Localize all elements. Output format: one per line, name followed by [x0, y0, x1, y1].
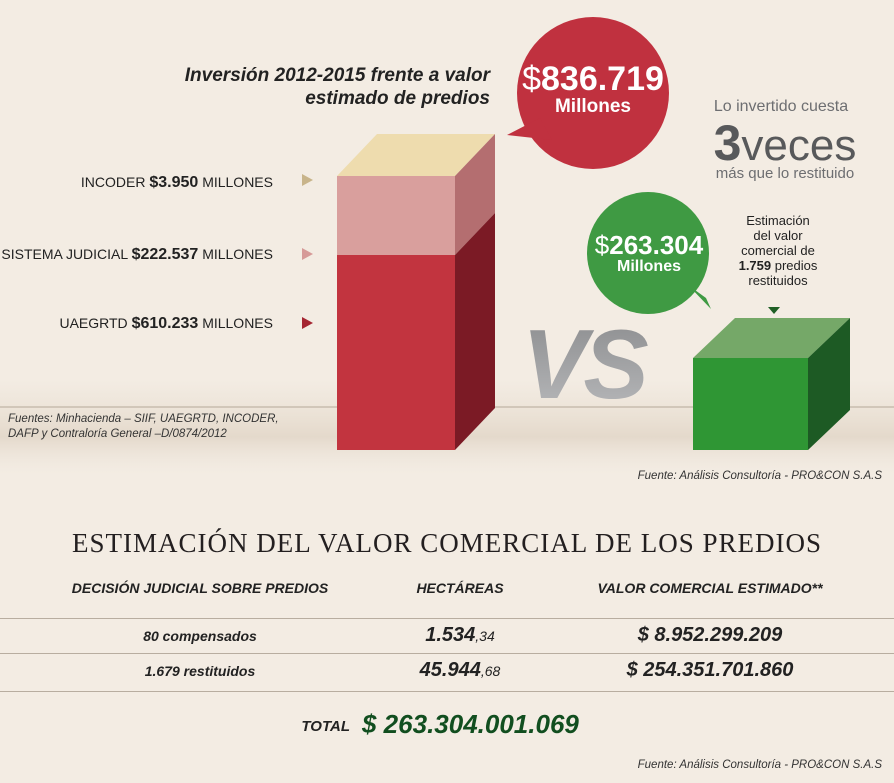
table-row-1-decision: 80 compensados — [143, 628, 257, 644]
table-row-1-hectareas: 1.534,34 — [425, 624, 495, 646]
vs-label: VS — [522, 309, 645, 419]
estimacion-note: Estimación del valor comercial de 1.759 predios restituidos — [738, 213, 818, 288]
table-title: ESTIMACIÓN DEL VALOR COMERCIAL DE LOS PREDIOS — [71, 528, 823, 558]
table-rule-middle — [0, 653, 894, 654]
table-row-2-hectareas: 45.944,68 — [419, 659, 501, 681]
bar-segment-incoder — [337, 176, 455, 255]
source-bottom: Fuente: Análisis Consultoría - PRO&CON S.A.S — [637, 759, 882, 771]
comparison-line3: más que lo restituido — [715, 165, 855, 182]
table-header-decision: DECISIÓN JUDICIAL SOBRE PREDIOS — [71, 580, 329, 596]
bar-segment-uaegrtd — [337, 255, 455, 450]
chart-title: Inversión 2012-2015 frente a valor estimado de predios — [184, 65, 490, 109]
legend-row-sistema-judicial: SISTEMA JUDICIAL $222.537 MILLONES — [1, 246, 273, 263]
table-row-2-decision: 1.679 restituidos — [144, 663, 256, 679]
table-total-label: TOTAL — [301, 718, 350, 735]
legend-row-uaegrtd: UAEGRTD $610.233 MILLONES — [59, 315, 273, 332]
table-rule-bottom — [0, 691, 894, 692]
table-header-valor: VALOR COMERCIAL ESTIMADO** — [597, 580, 823, 596]
bubble-value-tail — [688, 285, 711, 309]
legend-row-incoder: INCODER $3.950 MILLONES — [80, 174, 273, 191]
table-header-hectareas: HECTÁREAS — [416, 580, 504, 596]
table-row-2-valor: $ 254.351.701.860 — [626, 659, 794, 681]
green-cube-front — [693, 358, 808, 450]
comparison-3-veces: 3veces — [713, 115, 857, 171]
table-total-value: $ 263.304.001.069 — [362, 709, 579, 739]
source-right: Fuente: Análisis Consultoría - PRO&CON S.A.S — [637, 470, 882, 482]
table-rule-top — [0, 618, 894, 619]
pointer-uaegrtd-icon — [302, 317, 313, 329]
bubble-invest-text: $836.719 Millones — [522, 60, 664, 117]
pointer-sistema-judicial-icon — [302, 248, 313, 260]
comparison-line1: Lo invertido cuesta — [713, 98, 849, 115]
table-row-1-valor: $ 8.952.299.209 — [637, 624, 783, 646]
pointer-incoder-icon — [302, 174, 313, 186]
green-pointer — [768, 307, 780, 314]
bubble-value-text: $263.304 Millones — [594, 230, 704, 275]
sources-left: Fuentes: Minhacienda – SIIF, UAEGRTD, INCODER, DAFP y Contraloría General –D/0874/2012 — [8, 413, 279, 440]
